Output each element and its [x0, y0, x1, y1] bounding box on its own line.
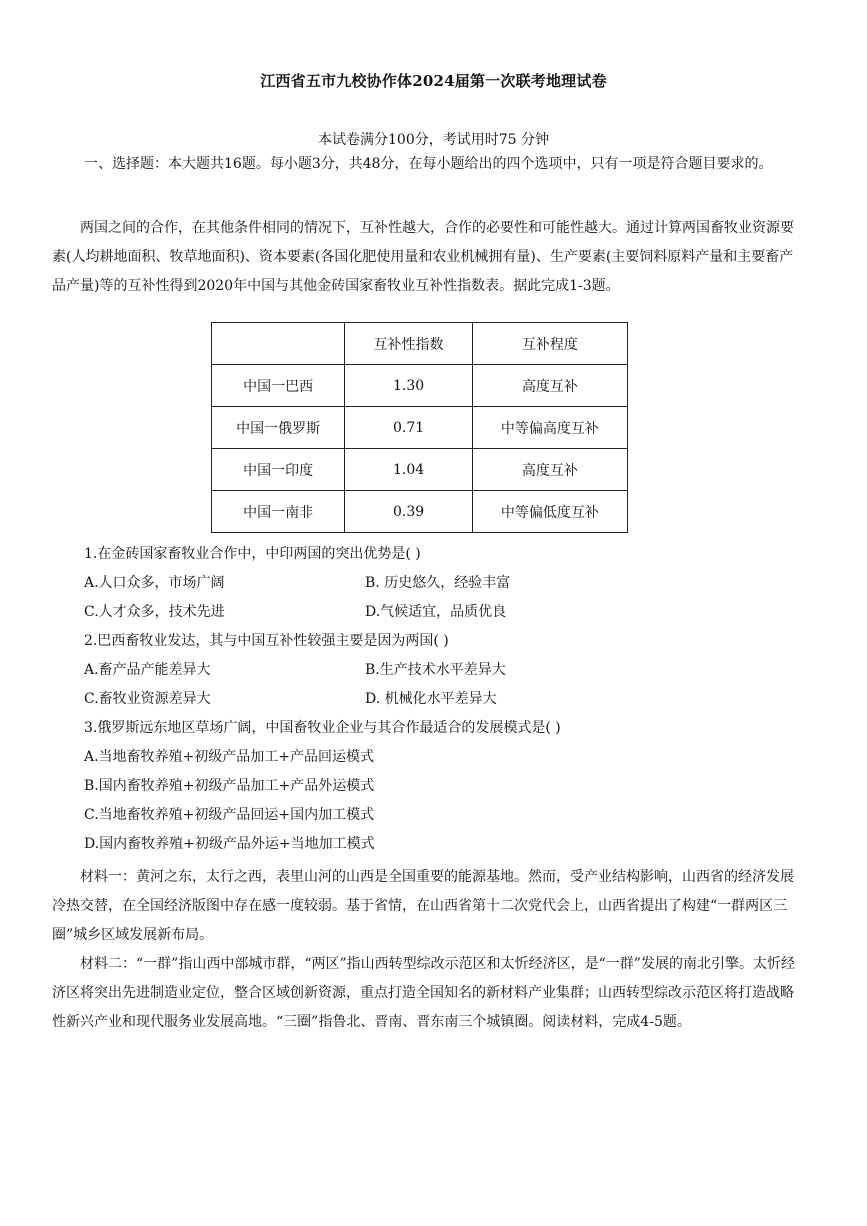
question-3-stem: 3.俄罗斯远东地区草场广阔，中国畜牧业企业与其合作最适合的发展模式是( ) [84, 720, 561, 736]
question-1-option-d: D.气候适宜，品质优良 [365, 604, 507, 620]
question-1-stem: 1.在金砖国家畜牧业合作中，中印两国的突出优势是( ) [84, 546, 421, 562]
table-cell: 0.71 [345, 407, 472, 449]
table-cell: 中国一南非 [212, 491, 345, 533]
table-cell: 1.30 [345, 365, 472, 407]
table-cell: 中等偏低度互补 [472, 491, 627, 533]
table-row [212, 407, 628, 449]
table-cell: 中国一俄罗斯 [212, 407, 345, 449]
material-two: 材料二：“一群”指山西中部城市群，“两区”指山西转型综改示范区和太忻经济区，是“一群”发展的南北引擎。太忻经济区将突出先进制造业定位，整合区域创新资源，重点打造全国知名的新材料产业集群；山西转型综改示范区将打造战略性新兴产业和现代服务业发展高地。“三圈”指鲁北、晋南、晋东南三个城镇圈。阅读材料，完成4-5题。 [52, 956, 795, 1030]
question-2-option-d: D. 机械化水平差异大 [365, 691, 497, 707]
table-row [212, 449, 628, 491]
question-1-option-b: B. 历史悠久，经验丰富 [365, 575, 511, 591]
question-1-option-a: A.人口众多，市场广阔 [84, 575, 225, 591]
table-header-cell: 互补性指数 [345, 323, 472, 365]
material-one: 材料一：黄河之东，太行之西，表里山河的山西是全国重要的能源基地。然而，受产业结构影响，山西省的经济发展冷热交替，在全国经济版图中存在感一度较弱。基于省情，在山西省第十二次党代会上，山西省提出了构建“一群两区三圈”城乡区域发展新布局。 [52, 869, 794, 943]
table-row [212, 365, 628, 407]
question-1-option-c: C.人才众多，技术先进 [84, 604, 225, 620]
table-cell: 高度互补 [472, 449, 627, 491]
table-cell: 高度互补 [472, 365, 627, 407]
table-cell: 0.39 [345, 491, 472, 533]
complementarity-table [211, 322, 628, 533]
question-2-stem: 2.巴西畜牧业发达，其与中国互补性较强主要是因为两国( ) [84, 633, 449, 649]
section-instructions: 一、选择题：本大题共16题。每小题3分，共48分，在每小题给出的四个选项中，只有一项是符合题目要求的。 [84, 156, 773, 172]
material-intro: 两国之间的合作，在其他条件相同的情况下，互补性越大，合作的必要性和可能性越大。通过计算两国畜牧业资源要素(人均耕地面积、牧草地面积)、资本要素(各国化肥使用量和农业机械拥有量)、生产要素(主要饲料原料产量和主要畜产品产量)等的互补性得到2020年中国与其他金砖国家畜牧业互补性指数表。据此完成1-3题。 [52, 220, 794, 294]
question-3-option-d: D.国内畜牧养殖+初级产品外运+当地加工模式 [84, 836, 375, 852]
table-cell: 中国一巴西 [212, 365, 345, 407]
table-header-cell [212, 323, 345, 365]
exam-subtitle: 本试卷满分100分，考试用时75 分钟 [318, 132, 549, 148]
table-cell: 中等偏高度互补 [472, 407, 627, 449]
table-header-row [212, 323, 628, 365]
table-cell: 中国一印度 [212, 449, 345, 491]
question-2-option-a: A.畜产品产能差异大 [84, 662, 211, 678]
table-cell: 1.04 [345, 449, 472, 491]
exam-title: 江西省五市九校协作体2024届第一次联考地理试卷 [260, 72, 607, 90]
question-3-option-b: B.国内畜牧养殖+初级产品加工+产品外运模式 [84, 778, 375, 794]
table-row [212, 491, 628, 533]
question-2-option-b: B.生产技术水平差异大 [365, 662, 506, 678]
question-2-option-c: C.畜牧业资源差异大 [84, 691, 211, 707]
question-3-option-c: C.当地畜牧养殖+初级产品回运+国内加工模式 [84, 807, 375, 823]
table-header-cell: 互补程度 [472, 323, 627, 365]
question-3-option-a: A.当地畜牧养殖+初级产品加工+产品回运模式 [84, 749, 375, 765]
